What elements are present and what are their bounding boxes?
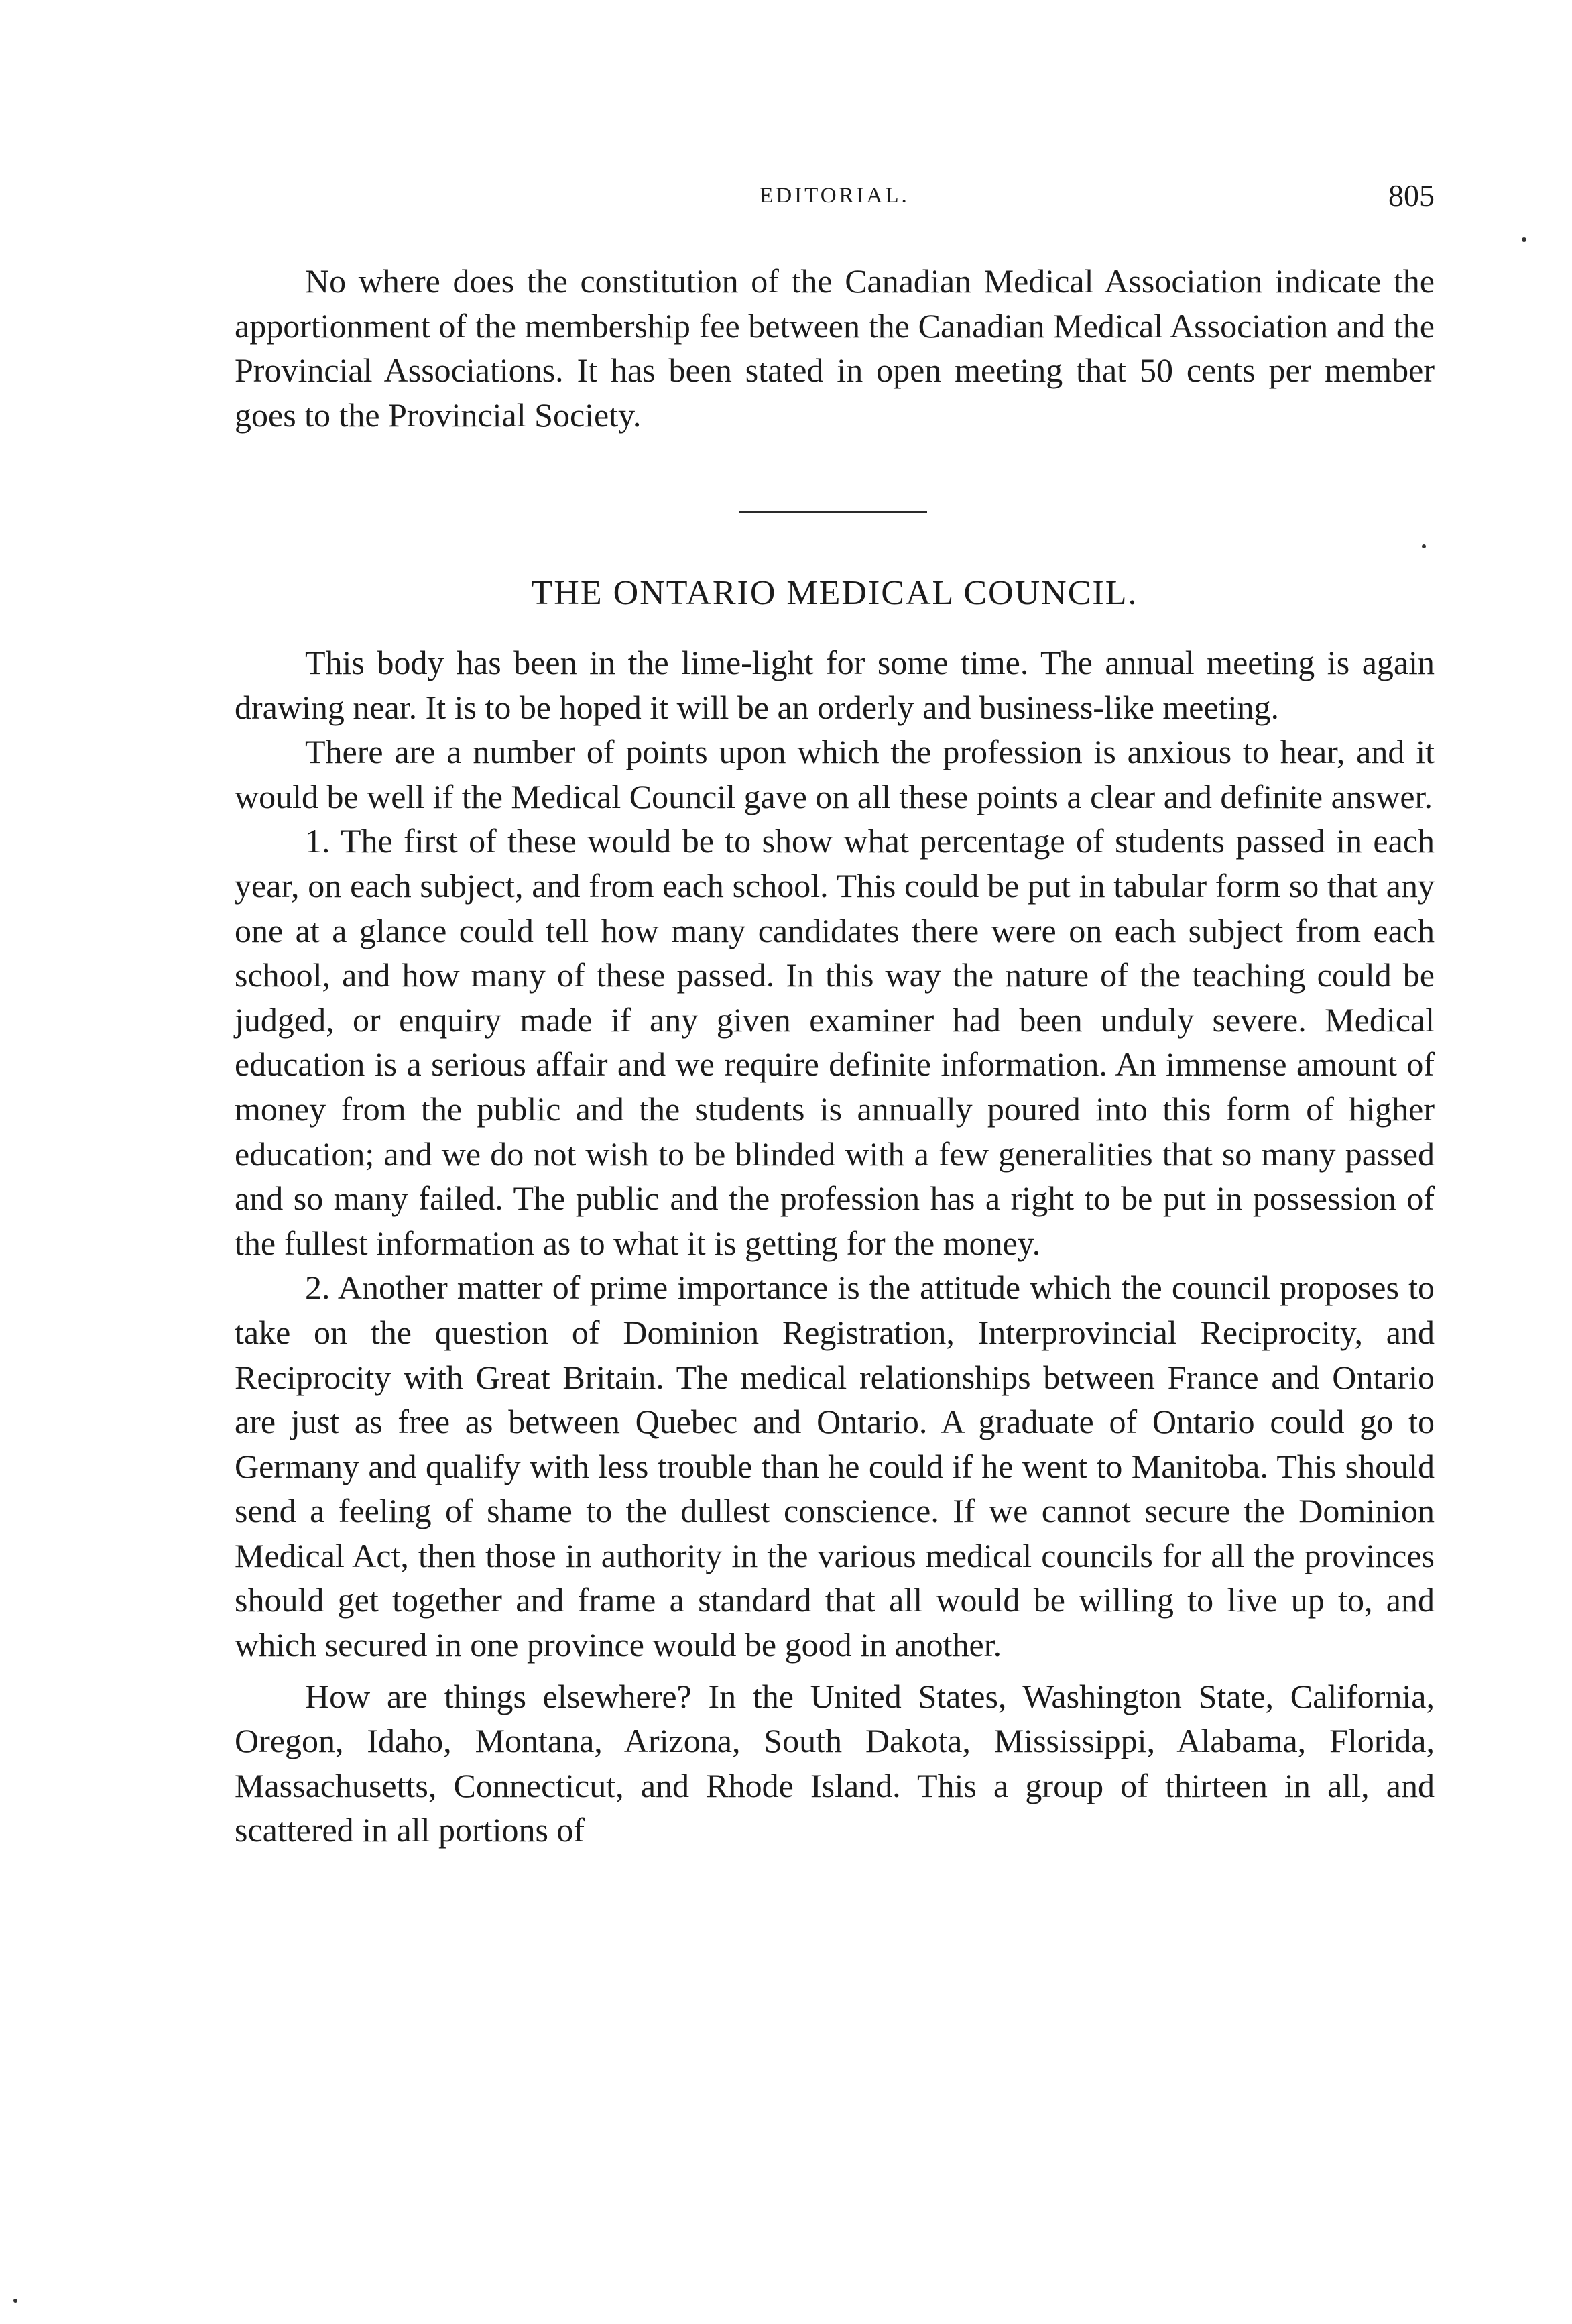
intro-paragraph: No where does the constitution of the Canadian Medical Association indicate the apportionment of the membership fee between the Canadian Medical Association and the Provincial Associations. It has been stated in open meeting that 50 cents per member goes to the Provincial Society. xyxy=(235,262,1435,434)
page-number: 805 xyxy=(1388,178,1435,213)
body-paragraph-4: 2. Another matter of prime importance is the attitude which the council proposes to take on the question of Dominion Registration, Interprovincial Reciprocity, and Reciprocity with Great Britain. The medical relationships between France and Ontario are just as free as between Quebec and Ontario. A graduate of Ontario could go to Germany and qualify with less trouble than he could if he went to Manitoba. This should send a feeling of shame to the dullest conscience. If we cannot secure the Dominion Medical Act, then those in authority in the various medical councils for all the provinces should get together and frame a standard that all would be willing to live up to, and which secured in one province would be good in another. xyxy=(235,1269,1435,1664)
running-head-title: EDITORIAL. xyxy=(760,184,910,208)
running-head xyxy=(235,176,1435,216)
paragraph-gap xyxy=(235,1668,1435,1674)
scan-speck-bottom-left xyxy=(13,2299,17,2303)
body-paragraph-1: This body has been in the lime-light for some time. The annual meeting is again drawing near. It is to be hoped it will be an orderly and business-like meeting. xyxy=(235,644,1435,726)
scan-speck-mid-right xyxy=(1422,544,1426,548)
intro-text-block xyxy=(235,259,1435,437)
body-paragraph-2: There are a number of points upon which the profession is anxious to hear, and it would be well if the Medical Council gave on all these points a clear and definite answer. xyxy=(235,733,1435,815)
section-body xyxy=(235,640,1435,1853)
section-heading: THE ONTARIO MEDICAL COUNCIL. xyxy=(531,574,1138,612)
section-divider-rule xyxy=(739,511,927,513)
body-paragraph-5: How are things elsewhere? In the United States, Washington State, California, Oregon, Idaho, Montana, Arizona, South Dakota, Mississippi, Alabama, Florida, Massachusetts, Connecticut, and Rhode Island. This a group of thirteen in all, and scattered in all portions of xyxy=(235,1677,1435,1849)
body-paragraph-3: 1. The first of these would be to show what percentage of students passed in each year, on each subject, and from each school. This could be put in tabular form so that any one at a glance could tell how many candidates there were on each subject from each school, and how many of these passed. In this way the nature of the teaching could be judged, or enquiry made if any given examiner had been unduly severe. Medical education is a serious affair and we require definite information. An immense amount of money from the public and the students is annually poured into this form of higher education; and we do not wish to be blinded with a few generalities that so many passed and so many failed. The public and the profession has a right to be put in possession of the fullest information as to what it is getting for the money. xyxy=(235,822,1435,1262)
scan-speck-top-right xyxy=(1522,237,1526,242)
